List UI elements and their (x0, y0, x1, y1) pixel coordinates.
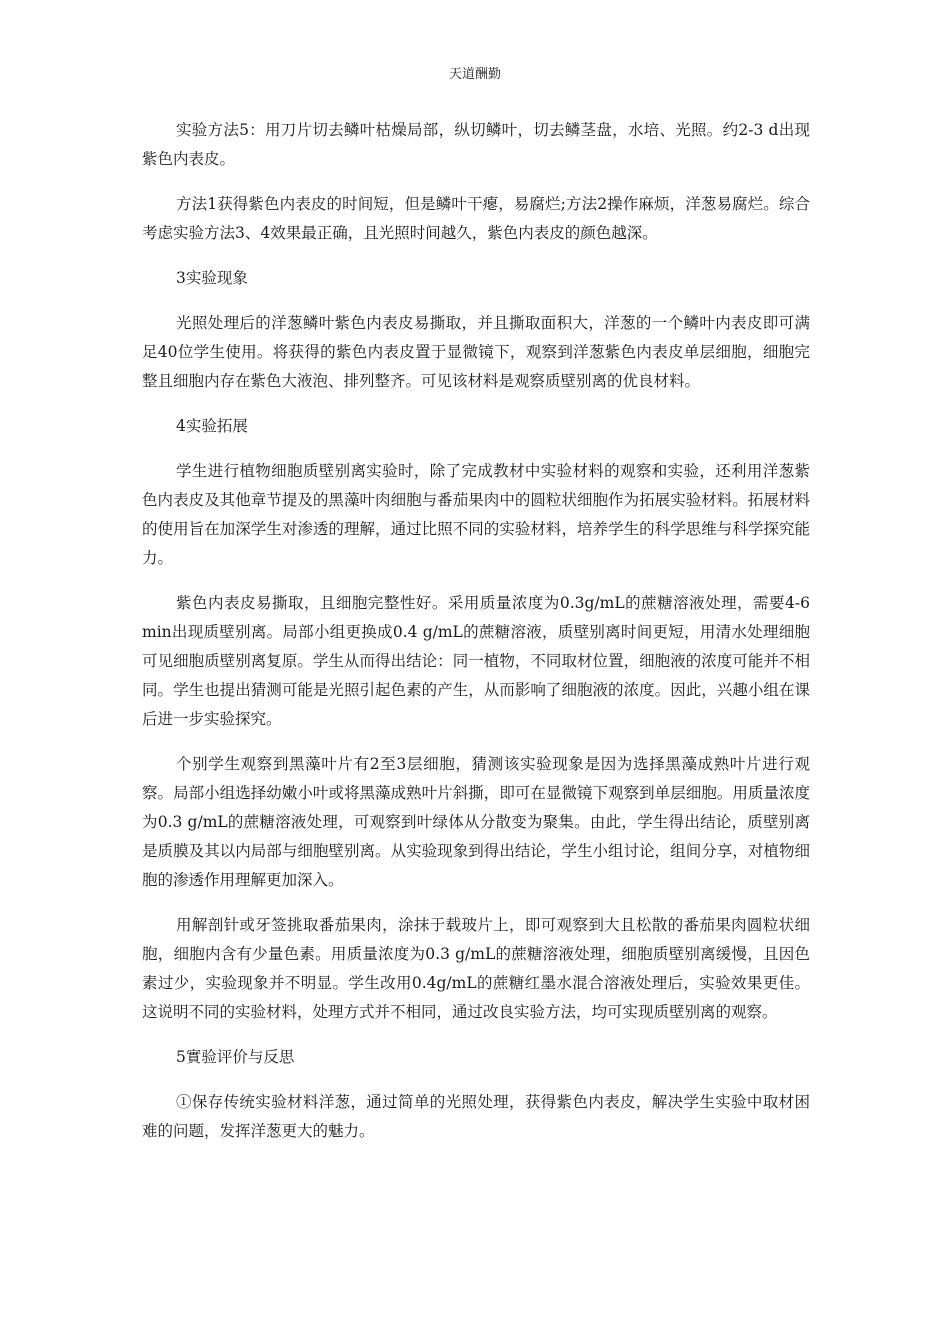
section-heading-phenomenon: 3实验现象 (176, 269, 248, 287)
paragraph-hydrilla: 个别学生观察到黑藻叶片有2至3层细胞，猜测该实验现象是因为选择黑藻成熟叶片进行观察。局部小组选择幼嫩小叶或将黑藻成熟叶片斜撕，即可在显微镜下观察到单层细胞。用质量浓度为0.3 g/mL的蔗糖溶液处理，可观察到叶绿体从分散变为聚集。由此，学生得出结论，质壁别离是质膜及其以内局部与细胞壁别离。从实验现象到得出结论，学生小组讨论，组间分享，对植物细胞的渗透作用理解更加深入。 (142, 755, 810, 889)
page-header: 天道酬勤 (448, 67, 501, 82)
paragraph-phenomenon: 光照处理后的洋葱鳞叶紫色内表皮易撕取，并且撕取面积大，洋葱的一个鳞叶内表皮即可满足40位学生使用。将获得的紫色内表皮置于显微镜下，观察到洋葱紫色内表皮单层细胞，细胞完整且细胞内存在紫色大液泡、排列整齐。可见该材料是观察质壁别离的优良材料。 (142, 314, 810, 390)
section-heading-extension: 4实验拓展 (176, 417, 248, 435)
paragraph-method-5: 实验方法5：用刀片切去鳞叶枯燥局部，纵切鳞叶，切去鳞茎盘，水培、光照。约2-3 d出现紫色内表皮。 (142, 121, 810, 168)
paragraph-extension-intro: 学生进行植物细胞质壁别离实验时，除了完成教材中实验材料的观察和实验，还利用洋葱紫色内表皮及其他章节提及的黑藻叶肉细胞与番茄果肉中的圆粒状细胞作为拓展实验材料。拓展材料的使用旨在加深学生对渗透的理解，通过比照不同的实验材料，培养学生的科学思维与科学探究能力。 (142, 462, 810, 567)
paragraph-tomato: 用解剖针或牙签挑取番茄果肉，涂抹于载玻片上，即可观察到大且松散的番茄果肉圆粒状细胞，细胞内含有少量色素。用质量浓度为0.3 g/mL的蔗糖溶液处理，细胞质壁别离缓慢，且因色素过少，实验现象并不明显。学生改用0.4g/mL的蔗糖红墨水混合溶液处理后，实验效果更佳。这说明不同的实验材料，处理方式并不相同，通过改良实验方法，均可实现质壁别离的观察。 (142, 916, 810, 1021)
paragraph-purple-epidermis: 紫色内表皮易撕取，且细胞完整性好。采用质量浓度为0.3g/mL的蔗糖溶液处理，需要4-6 min出现质壁别离。局部小组更换成0.4 g/mL的蔗糖溶液，质壁别离时间更短，用清水处理细胞可见细胞质壁别离复原。学生从而得出结论：同一植物，不同取材位置，细胞液的浓度可能并不相同。学生也提出猜测可能是光照引起色素的产生，从而影响了细胞液的浓度。因此，兴趣小组在课后进一步实验探究。 (142, 594, 810, 728)
section-heading-evaluation: 5實验评价与反思 (176, 1048, 295, 1066)
paragraph-evaluation-1: ①保存传统实验材料洋葱，通过简单的光照处理，获得紫色内表皮，解决学生实验中取材困难的问题，发挥洋葱更大的魅力。 (142, 1093, 810, 1140)
document-body (142, 116, 810, 1162)
paragraph-method-comparison: 方法1获得紫色内表皮的时间短，但是鳞叶干瘪，易腐烂;方法2操作麻烦，洋葱易腐烂。综合考虑实验方法3、4效果最正确，且光照时间越久，紫色内表皮的颜色越深。 (142, 195, 810, 242)
